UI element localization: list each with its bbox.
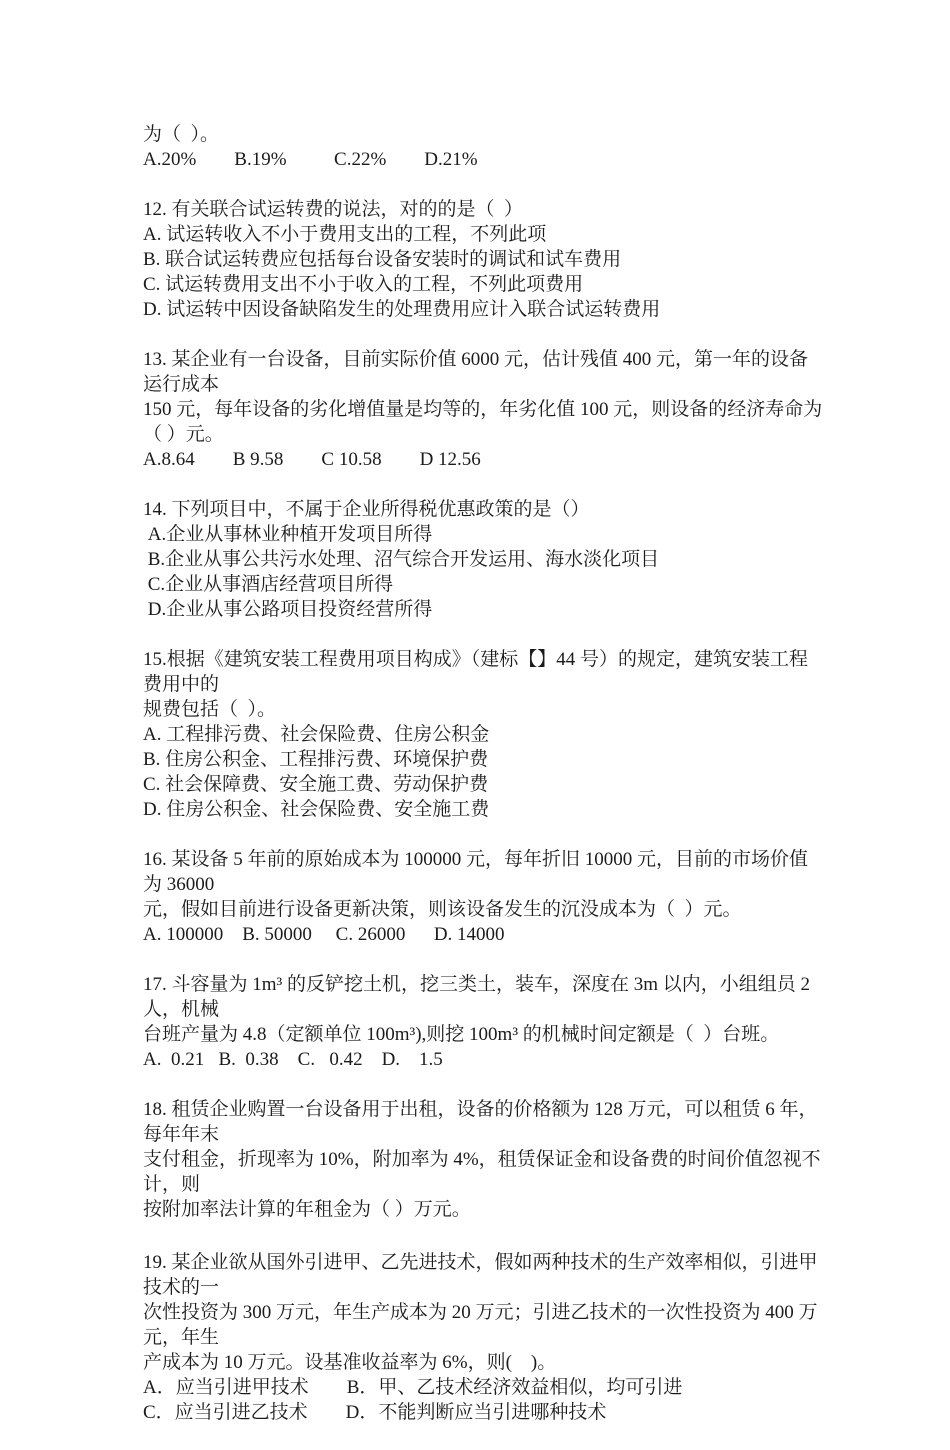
question-11-tail [143,122,823,172]
text-line: 12. 有关联合试运转费的说法，对的的是（ ） [143,199,524,220]
text-line: B.企业从事公共污水处理、沼气综合开发运用、海水淡化项目 [143,549,660,570]
text-line: 150 元，每年设备的劣化增值量是均等的，年劣化值 100 元，则设备的经济寿命为（ ）元。 [143,399,823,445]
text-line: 17. 斗容量为 1m³ 的反铲挖土机，挖三类土，装车，深度在 3m 以内，小组组员 2 人，机械 [143,974,815,1020]
text-line: A.20% B.19% C.22% D.21% [143,149,478,170]
question-12 [143,197,823,322]
question-15 [143,647,823,822]
question-16 [143,847,823,947]
text-line: C. 社会保障费、安全施工费、劳动保护费 [143,774,489,795]
text-line: D. 试运转中因设备缺陷发生的处理费用应计入联合试运转费用 [143,299,661,320]
text-line: 台班产量为 4.8（定额单位 100m³),则挖 100m³ 的机械时间定额是（ ）台班。 [143,1024,780,1045]
question-19 [143,1250,823,1425]
question-18 [143,1097,823,1222]
text-line: D. 住房公积金、社会保险费、安全施工费 [143,799,490,820]
text-line: A. 100000 B. 50000 C. 26000 D. 14000 [143,924,505,945]
text-line: B. 联合试运转费应包括每台设备安装时的调试和试车费用 [143,249,622,270]
text-line: A.企业从事林业种植开发项目所得 [143,524,433,545]
text-line: 15.根据《建筑安装工程费用项目构成》（建标【】44 号）的规定，建筑安装工程费用中的 [143,649,809,695]
questions-container [143,122,823,1450]
text-line: 规费包括（ ）。 [143,699,277,720]
text-line: 产成本为 10 万元。设基准收益率为 6%，则( )。 [143,1352,557,1373]
text-line: C.企业从事酒店经营项目所得 [143,574,394,595]
question-14 [143,497,823,622]
text-line: A. 工程排污费、社会保险费、住房公积金 [143,724,490,745]
text-line: A.8.64 B 9.58 C 10.58 D 12.56 [143,449,481,470]
text-line: 19. 某企业欲从国外引进甲、乙先进技术，假如两种技术的生产效率相似，引进甲技术的一 [143,1252,818,1298]
question-13 [143,347,823,472]
text-line: 18. 租赁企业购置一台设备用于出租，设备的价格额为 128 万元，可以租赁 6 年，每年年末 [143,1099,818,1145]
text-line: 16. 某设备 5 年前的原始成本为 100000 元，每年折旧 10000 元，目前的市场价值为 36000 [143,849,809,895]
text-line: A．应当引进甲技术 B．甲、乙技术经济效益相似，均可引进 [143,1377,683,1398]
text-line: 为（ ）。 [143,124,220,145]
text-line: D.企业从事公路项目投资经营所得 [143,599,433,620]
text-line: 按附加率法计算的年租金为（ ）万元。 [143,1199,471,1220]
text-line: 14. 下列项目中，不属于企业所得税优惠政策的是（） [143,499,590,520]
text-line: A. 试运转收入不小于费用支出的工程，不列此项 [143,224,547,245]
question-17 [143,972,823,1072]
text-line: A. 0.21 B. 0.38 C. 0.42 D. 1.5 [143,1049,443,1070]
text-line: 元，假如目前进行设备更新决策，则该设备发生的沉没成本为（ ）元。 [143,899,742,920]
text-line: C．应当引进乙技术 D．不能判断应当引进哪种技术 [143,1402,607,1423]
text-line: B. 住房公积金、工程排污费、环境保护费 [143,749,489,770]
text-line: 13. 某企业有一台设备，目前实际价值 6000 元，估计残值 400 元，第一年的设备运行成本 [143,349,809,395]
text-line: 支付租金，折现率为 10%，附加率为 4%，租赁保证金和设备费的时间价值忽视不计，则 [143,1149,821,1195]
text-line: C. 试运转费用支出不小于收入的工程，不列此项费用 [143,274,584,295]
text-line: 次性投资为 300 万元，年生产成本为 20 万元；引进乙技术的一次性投资为 400 万元，年生 [143,1302,818,1348]
